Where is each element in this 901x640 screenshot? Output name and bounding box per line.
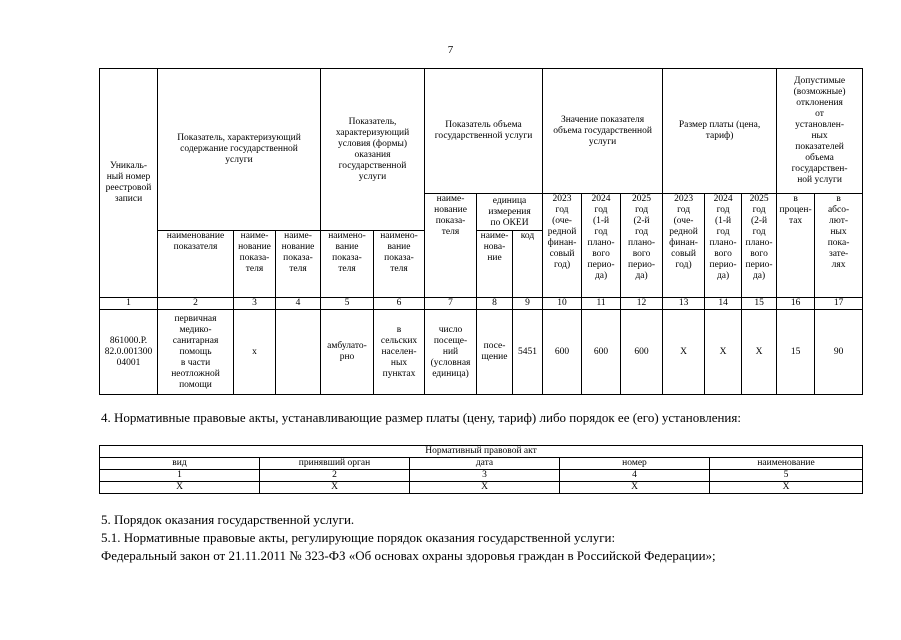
column-number: 2 [158,298,234,310]
column-number: 2 [260,470,410,482]
page-number: 7 [447,44,454,56]
header-content-indicator: Показатель, характеризующий содержание государственной услуги [158,69,321,231]
header-okei-unit: единица измерения по ОКЕИ [477,194,543,231]
header-condition-name-2: наимено- вание показа- теля [374,231,425,298]
header-fee-2024: 2024 год (1-й год плано- вого перио- да) [705,194,742,298]
npa-header-row [100,458,863,470]
column-number: 3 [234,298,276,310]
column-number: 6 [374,298,425,310]
content-indicator-2-cell: х [234,310,276,395]
header-indicator-value: Значение показателя объема государственной услуги [543,69,663,194]
value-2025-cell: 600 [621,310,663,395]
law-reference: Федеральный закон от 21.11.2011 № 323-ФЗ «Об основах охраны здоровья граждан в Российской Федерации»; [101,548,716,563]
column-number: 7 [425,298,477,310]
header-unit-code: код [513,231,543,298]
header-content-name-2: наиме- нование показа- теля [234,231,276,298]
header-deviation-percent: в процен- тах [777,194,815,298]
npa-value-type: Х [100,482,260,494]
section-5-title: 5. Порядок оказания государственной услуги. [101,512,355,527]
column-number: 13 [663,298,705,310]
header-allowed-deviation: Допустимые (возможные) отклонения от установлен- ных показателей объема государствен- ной услуги [777,69,863,194]
npa-header-date: дата [410,458,560,470]
header-fee-2025: 2025 год (2-й год плано- вого перио- да) [742,194,777,298]
column-number: 11 [582,298,621,310]
column-number: 5 [321,298,374,310]
header-value-2025: 2025 год (2-й год плано- вого перио- да) [621,194,663,298]
fee-2024-cell: Х [705,310,742,395]
value-2023-cell: 600 [543,310,582,395]
header-indicator-name: наиме- нование показа- теля [425,194,477,298]
deviation-percent-cell: 15 [777,310,815,395]
npa-value-name: Х [710,482,863,494]
value-2024-cell: 600 [582,310,621,395]
npa-value-date: Х [410,482,560,494]
column-number: 10 [543,298,582,310]
npa-value-number: Х [560,482,710,494]
npa-title: Нормативный правовой акт [100,446,863,458]
content-indicator-3-cell [276,310,321,395]
deviation-absolute-cell: 90 [815,310,863,395]
fee-2025-cell: Х [742,310,777,395]
column-number: 17 [815,298,863,310]
npa-number-row [100,470,863,482]
column-number: 4 [560,470,710,482]
column-number-row [100,298,863,310]
header-volume-indicator: Показатель объема государственной услуги [425,69,543,194]
column-number: 8 [477,298,513,310]
condition-1-cell: амбулато- рно [321,310,374,395]
header-fee: Размер платы (цена, тариф) [663,69,777,194]
column-number: 1 [100,470,260,482]
column-number: 5 [710,470,863,482]
column-number: 3 [410,470,560,482]
npa-header-authority: принявший орган [260,458,410,470]
unit-name-cell: посе- щение [477,310,513,395]
header-content-name-3: наиме- нование показа- теля [276,231,321,298]
column-number: 9 [513,298,543,310]
registry-number-cell: 861000.Р. 82.0.001300 04001 [100,310,158,395]
header-value-2024: 2024 год (1-й год плано- вого перио- да) [582,194,621,298]
npa-title-row [100,446,863,458]
column-number: 14 [705,298,742,310]
npa-header-number: номер [560,458,710,470]
header-conditions-indicator: Показатель, характеризующий условия (формы) оказания государственной услуги [321,69,425,231]
normative-act-table [99,445,863,494]
service-volume-table [99,68,863,395]
npa-value-authority: Х [260,482,410,494]
header-value-2023: 2023 год (оче- редной финан- совый год) [543,194,582,298]
header-row-1 [100,69,863,194]
fee-2023-cell: Х [663,310,705,395]
content-indicator-1-cell: первичная медико- санитарная помощь в части неотложной помощи [158,310,234,395]
header-unique-number: Уникаль- ный номер реестровой записи [100,69,158,298]
header-unit-name: наиме- нова- ние [477,231,513,298]
section-4-title: 4. Нормативные правовые акты, устанавливающие размер платы (цену, тариф) либо порядок ее (его) установления: [101,410,741,425]
column-number: 15 [742,298,777,310]
table-row [100,482,863,494]
section-5-1-title: 5.1. Нормативные правовые акты, регулирующие порядок оказания государственной услуги: [101,530,616,545]
npa-header-name: наименование [710,458,863,470]
unit-code-cell: 5451 [513,310,543,395]
volume-indicator-cell: число посеще- ний (условная единица) [425,310,477,395]
header-fee-2023: 2023 год (оче- редной финан- совый год) [663,194,705,298]
column-number: 1 [100,298,158,310]
header-condition-name-1: наимено- вание показа- теля [321,231,374,298]
column-number: 12 [621,298,663,310]
column-number: 4 [276,298,321,310]
column-number: 16 [777,298,815,310]
header-deviation-absolute: в абсо- лют- ных пока- зате- лях [815,194,863,298]
npa-header-type: вид [100,458,260,470]
condition-2-cell: в сельских населен- ных пунктах [374,310,425,395]
header-content-name-1: наименование показателя [158,231,234,298]
table-row [100,310,863,395]
